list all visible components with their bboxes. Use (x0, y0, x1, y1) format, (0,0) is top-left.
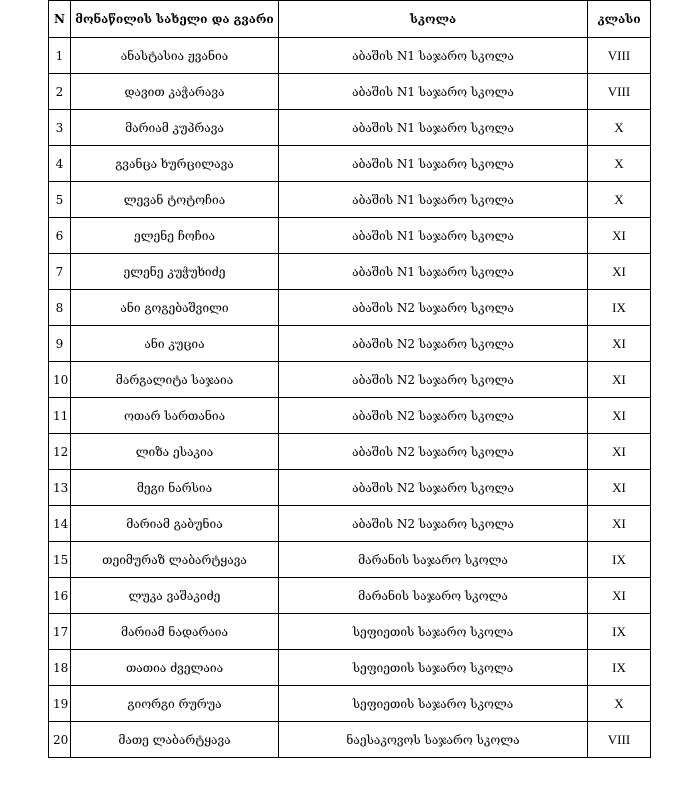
row-number-cell: 20 (49, 722, 71, 758)
participant-name-cell: ლიზა ესაკია (71, 434, 279, 470)
table-header (49, 1, 651, 38)
school-cell: აბაშის N2 საჯარო სკოლა (279, 470, 588, 506)
table-row (49, 722, 651, 758)
grade-cell: X (588, 110, 651, 146)
row-number-cell: 14 (49, 506, 71, 542)
participant-name-cell: ანი გოგებაშვილი (71, 290, 279, 326)
school-cell: სეფიეთის საჯარო სკოლა (279, 686, 588, 722)
header-name: მონაწილის სახელი და გვარი (71, 1, 279, 38)
row-number-cell: 15 (49, 542, 71, 578)
school-cell: აბაშის N2 საჯარო სკოლა (279, 506, 588, 542)
table-row (49, 614, 651, 650)
school-cell: აბაშის N2 საჯარო სკოლა (279, 398, 588, 434)
participant-name-cell: თეიმურაზ ლაბარტყავა (71, 542, 279, 578)
table-row (49, 146, 651, 182)
grade-cell: X (588, 146, 651, 182)
header-row (49, 1, 651, 38)
grade-cell: XI (588, 470, 651, 506)
grade-cell: X (588, 686, 651, 722)
grade-cell: XI (588, 434, 651, 470)
participant-name-cell: მათე ლაბარტყავა (71, 722, 279, 758)
participant-name-cell: ანასტასია ჟვანია (71, 38, 279, 74)
participant-name-cell: მეგი ნარსია (71, 470, 279, 506)
school-cell: აბაშის N1 საჯარო სკოლა (279, 110, 588, 146)
row-number-cell: 11 (49, 398, 71, 434)
participant-name-cell: ლუკა ვაშაკიძე (71, 578, 279, 614)
table-row (49, 650, 651, 686)
table-body (49, 38, 651, 758)
row-number-cell: 1 (49, 38, 71, 74)
grade-cell: IX (588, 542, 651, 578)
school-cell: აბაშის N1 საჯარო სკოლა (279, 146, 588, 182)
grade-cell: XI (588, 362, 651, 398)
school-cell: აბაშის N1 საჯარო სკოლა (279, 218, 588, 254)
grade-cell: XI (588, 254, 651, 290)
participant-name-cell: ანი კუცია (71, 326, 279, 362)
table-row (49, 398, 651, 434)
participant-name-cell: თათია ძველაია (71, 650, 279, 686)
grade-cell: IX (588, 614, 651, 650)
table-row (49, 542, 651, 578)
table-row (49, 686, 651, 722)
school-cell: აბაშის N2 საჯარო სკოლა (279, 326, 588, 362)
school-cell: აბაშის N1 საჯარო სკოლა (279, 182, 588, 218)
school-cell: მარანის საჯარო სკოლა (279, 542, 588, 578)
grade-cell: XI (588, 218, 651, 254)
participant-name-cell: მარგალიტა საჯაია (71, 362, 279, 398)
header-grade: კლასი (588, 1, 651, 38)
row-number-cell: 3 (49, 110, 71, 146)
grade-cell: IX (588, 650, 651, 686)
grade-cell: XI (588, 578, 651, 614)
participant-name-cell: გიორგი რურუა (71, 686, 279, 722)
grade-cell: XI (588, 506, 651, 542)
participant-name-cell: გვანცა ხურცილავა (71, 146, 279, 182)
table-row (49, 362, 651, 398)
participant-name-cell: ლევან ტოტოჩია (71, 182, 279, 218)
header-school: სკოლა (279, 1, 588, 38)
participant-name-cell: მარიამ ნადარაია (71, 614, 279, 650)
participant-name-cell: ოთარ სართანია (71, 398, 279, 434)
row-number-cell: 19 (49, 686, 71, 722)
table-row (49, 254, 651, 290)
table-row (49, 74, 651, 110)
row-number-cell: 5 (49, 182, 71, 218)
table-row (49, 290, 651, 326)
participant-name-cell: დავით კაჭარავა (71, 74, 279, 110)
grade-cell: VIII (588, 38, 651, 74)
participant-name-cell: მარიამ გაბუნია (71, 506, 279, 542)
grade-cell: XI (588, 398, 651, 434)
row-number-cell: 17 (49, 614, 71, 650)
table-row (49, 110, 651, 146)
table-row (49, 434, 651, 470)
school-cell: აბაშის N2 საჯარო სკოლა (279, 434, 588, 470)
school-cell: ნაესაკოვოს საჯარო სკოლა (279, 722, 588, 758)
school-cell: მარანის საჯარო სკოლა (279, 578, 588, 614)
school-cell: სეფიეთის საჯარო სკოლა (279, 650, 588, 686)
table-row (49, 506, 651, 542)
grade-cell: XI (588, 326, 651, 362)
school-cell: აბაშის N2 საჯარო სკოლა (279, 290, 588, 326)
row-number-cell: 6 (49, 218, 71, 254)
row-number-cell: 4 (49, 146, 71, 182)
table-row (49, 578, 651, 614)
row-number-cell: 12 (49, 434, 71, 470)
table-row (49, 38, 651, 74)
table-row (49, 326, 651, 362)
table-row (49, 218, 651, 254)
row-number-cell: 8 (49, 290, 71, 326)
row-number-cell: 13 (49, 470, 71, 506)
row-number-cell: 2 (49, 74, 71, 110)
row-number-cell: 7 (49, 254, 71, 290)
participant-name-cell: მარიამ კუპრავა (71, 110, 279, 146)
participants-table (48, 0, 651, 758)
school-cell: აბაშის N1 საჯარო სკოლა (279, 74, 588, 110)
table-row (49, 470, 651, 506)
participant-name-cell: ელენე კუჭუხიძე (71, 254, 279, 290)
row-number-cell: 16 (49, 578, 71, 614)
row-number-cell: 9 (49, 326, 71, 362)
table-row (49, 182, 651, 218)
row-number-cell: 10 (49, 362, 71, 398)
header-number: N (49, 1, 71, 38)
school-cell: აბაშის N2 საჯარო სკოლა (279, 362, 588, 398)
grade-cell: IX (588, 290, 651, 326)
school-cell: აბაშის N1 საჯარო სკოლა (279, 38, 588, 74)
grade-cell: VIII (588, 722, 651, 758)
school-cell: სეფიეთის საჯარო სკოლა (279, 614, 588, 650)
grade-cell: VIII (588, 74, 651, 110)
school-cell: აბაშის N1 საჯარო სკოლა (279, 254, 588, 290)
participant-name-cell: ელენე ჩოჩია (71, 218, 279, 254)
row-number-cell: 18 (49, 650, 71, 686)
grade-cell: X (588, 182, 651, 218)
